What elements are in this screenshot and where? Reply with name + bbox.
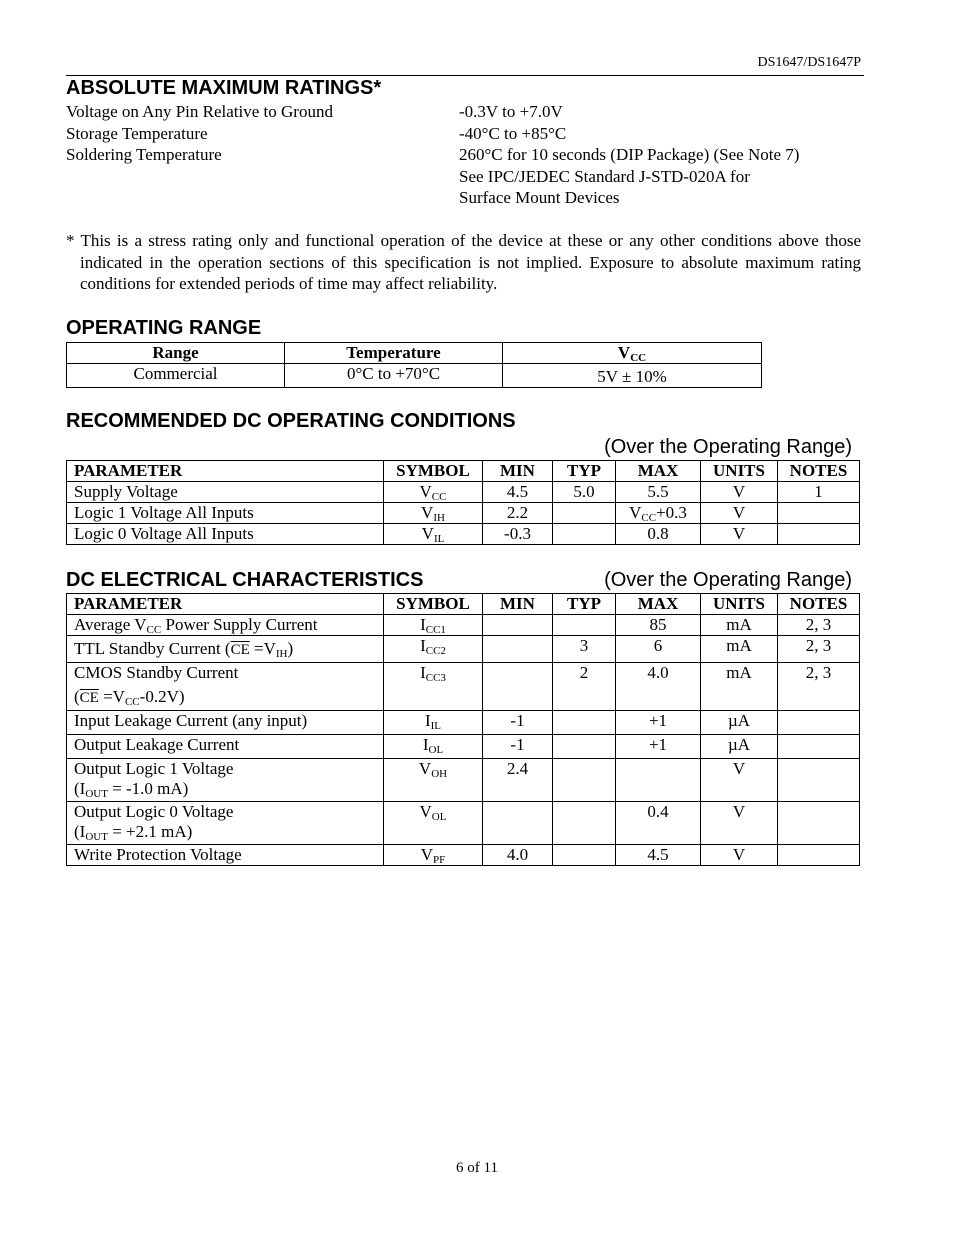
cell-parameter: Input Leakage Current (any input) [67, 711, 384, 735]
col-header-max: MAX [616, 461, 701, 482]
cell-notes [778, 735, 860, 759]
param-sub: CC [124, 696, 140, 708]
vcc-main: V [617, 343, 631, 362]
cell-min: 4.0 [483, 845, 553, 866]
param-text: = +2.1 mA) [107, 822, 193, 841]
cell-parameter: Output Leakage Current [67, 735, 384, 759]
cell-notes [778, 759, 860, 802]
param-sub: IH [275, 648, 288, 660]
cell-parameter [67, 663, 384, 711]
table-row [67, 663, 860, 711]
max-sub: CC [641, 512, 657, 524]
cell-typ: 3 [553, 636, 616, 663]
param-text: Average V [74, 615, 147, 634]
symbol-sub: OH [431, 768, 448, 780]
col-header-range: Range [67, 343, 285, 364]
cell-parameter [67, 759, 384, 802]
ce-overline: $\overline{CE}$ [79, 690, 99, 706]
abs-max-value: -0.3V to +7.0V [459, 102, 563, 121]
symbol-sub: OL [431, 811, 447, 823]
param-text: ) [287, 639, 294, 658]
col-header-typ: TYP [553, 461, 616, 482]
table-row [67, 615, 860, 636]
symbol-sub: IH [433, 512, 445, 524]
cell-units: V [701, 503, 778, 524]
abs-max-list [66, 101, 799, 209]
col-header-notes: NOTES [778, 594, 860, 615]
table-row [67, 735, 860, 759]
param-text: CMOS Standby Current [74, 663, 239, 682]
param-text: Output Logic 1 Voltage [74, 759, 234, 778]
col-header-min: MIN [483, 594, 553, 615]
abs-max-value: 260°C for 10 seconds (DIP Package) (See Note 7) [459, 145, 800, 164]
dc-elec-title: DC ELECTRICAL CHARACTERISTICS [66, 569, 424, 591]
cell-min: 4.5 [483, 482, 553, 503]
page-number: 6 of 11 [456, 1160, 498, 1176]
abs-max-label [66, 187, 459, 209]
cell-notes [778, 524, 860, 545]
cell-units: mA [701, 663, 778, 711]
cell-typ [553, 524, 616, 545]
col-header-vcc [503, 343, 762, 364]
cell-typ: 5.0 [553, 482, 616, 503]
rec-dc-title: RECOMMENDED DC OPERATING CONDITIONS [66, 410, 516, 432]
cell-min: 2.2 [483, 503, 553, 524]
rec-dc-subtitle: (Over the Operating Range) [604, 436, 852, 458]
cell-typ [553, 759, 616, 802]
col-header-parameter: PARAMETER [67, 594, 384, 615]
param-sub: CC [146, 624, 162, 636]
col-header-symbol: SYMBOL [384, 461, 483, 482]
cell-typ [553, 615, 616, 636]
rec-dc-table [66, 460, 860, 545]
cell-max: +1 [616, 711, 701, 735]
cell-symbol [384, 615, 483, 636]
cell-vcc: 5V ± 10% [503, 364, 762, 388]
symbol-main: I [422, 735, 429, 754]
cell-units: µA [701, 735, 778, 759]
cell-min: -1 [483, 711, 553, 735]
cell-parameter: Logic 1 Voltage All Inputs [67, 503, 384, 524]
cell-symbol [384, 759, 483, 802]
cell-symbol [384, 636, 483, 663]
cell-max [616, 503, 701, 524]
cell-min [483, 802, 553, 845]
vcc-sub: CC [630, 352, 647, 364]
table-header-row [67, 343, 762, 364]
cell-typ [553, 735, 616, 759]
cell-notes: 2, 3 [778, 615, 860, 636]
cell-symbol [384, 482, 483, 503]
symbol-main: I [420, 636, 426, 655]
table-row [67, 802, 860, 845]
cell-units: µA [701, 711, 778, 735]
cell-typ: 2 [553, 663, 616, 711]
col-header-units: UNITS [701, 461, 778, 482]
abs-max-row [66, 123, 799, 145]
dc-elec-subtitle: (Over the Operating Range) [604, 569, 852, 591]
cell-min: -0.3 [483, 524, 553, 545]
symbol-sub: CC3 [425, 672, 446, 684]
symbol-main: V [420, 845, 434, 864]
table-header-row [67, 594, 860, 615]
table-row [67, 759, 860, 802]
cell-parameter [67, 615, 384, 636]
param-text: =V [98, 687, 125, 706]
symbol-main: V [421, 524, 434, 543]
cell-max: 5.5 [616, 482, 701, 503]
cell-min: -1 [483, 735, 553, 759]
stress-note [66, 230, 861, 295]
cell-units: V [701, 845, 778, 866]
abs-max-row [66, 144, 799, 166]
cell-symbol [384, 711, 483, 735]
param-sub: OUT [85, 788, 108, 800]
symbol-main: V [419, 802, 432, 821]
symbol-main: V [419, 482, 432, 501]
symbol-main: V [418, 759, 432, 778]
param-sub: OUT [85, 831, 108, 843]
table-row [67, 364, 762, 388]
cell-notes [778, 845, 860, 866]
cell-parameter [67, 636, 384, 663]
param-text: =V [249, 639, 276, 658]
symbol-sub: IL [430, 720, 442, 732]
cell-parameter: Supply Voltage [67, 482, 384, 503]
abs-max-row [66, 101, 799, 123]
symbol-main: I [420, 615, 426, 634]
cell-symbol [384, 503, 483, 524]
cell-notes: 1 [778, 482, 860, 503]
table-row [67, 636, 860, 663]
symbol-sub: CC2 [425, 645, 446, 657]
param-text: -0.2V) [139, 687, 185, 706]
cell-min [483, 636, 553, 663]
col-header-typ: TYP [553, 594, 616, 615]
cell-min: 2.4 [483, 759, 553, 802]
symbol-sub: PF [433, 854, 446, 866]
cell-temperature: 0°C to +70°C [285, 364, 503, 388]
cell-max: 6 [616, 636, 701, 663]
symbol-sub: CC1 [425, 624, 446, 636]
cell-typ [553, 711, 616, 735]
abs-max-value: -40°C to +85°C [459, 123, 567, 143]
cell-symbol [384, 663, 483, 711]
table-row [67, 503, 860, 524]
cell-parameter: Logic 0 Voltage All Inputs [67, 524, 384, 545]
cell-typ [553, 802, 616, 845]
cell-max: +1 [616, 735, 701, 759]
cell-units: mA [701, 636, 778, 663]
cell-notes: 2, 3 [778, 663, 860, 711]
table-row [67, 711, 860, 735]
cell-min [483, 663, 553, 711]
table-row [67, 845, 860, 866]
param-text: ( [74, 687, 80, 706]
symbol-main: I [420, 663, 426, 682]
symbol-main: I [424, 711, 431, 730]
abs-max-label: Storage Temperature [66, 123, 208, 143]
cell-range: Commercial [67, 364, 285, 388]
max-main: V [629, 503, 642, 522]
symbol-sub: OL [428, 744, 444, 756]
cell-symbol [384, 735, 483, 759]
cell-min [483, 615, 553, 636]
col-header-units: UNITS [701, 594, 778, 615]
cell-symbol [384, 802, 483, 845]
cell-typ [553, 845, 616, 866]
abs-max-label: Soldering Temperature [66, 145, 222, 164]
symbol-main: V [421, 503, 434, 522]
cell-units: V [701, 524, 778, 545]
cell-max: 4.0 [616, 663, 701, 711]
cell-typ [553, 503, 616, 524]
cell-max: 0.4 [616, 802, 701, 845]
param-text: TTL Standby Current ( [74, 639, 231, 658]
op-range-table [66, 342, 762, 388]
abs-max-value: Surface Mount Devices [459, 188, 620, 207]
cell-notes [778, 802, 860, 845]
cell-parameter: Write Protection Voltage [67, 845, 384, 866]
col-header-symbol: SYMBOL [384, 594, 483, 615]
max-tail: +0.3 [656, 503, 687, 522]
table-row [67, 482, 860, 503]
abs-max-label: Voltage on Any Pin Relative to Ground [66, 102, 333, 121]
abs-max-value: See IPC/JEDEC Standard J-STD-020A for [459, 166, 750, 186]
cell-units: V [701, 482, 778, 503]
param-text: Power Supply Current [161, 615, 318, 634]
ce-overline: $\overline{CE}$ [230, 642, 250, 658]
param-text: (I [74, 822, 86, 841]
cell-max [616, 759, 701, 802]
cell-notes: 2, 3 [778, 636, 860, 663]
cell-max: 85 [616, 615, 701, 636]
cell-notes [778, 711, 860, 735]
op-range-title: OPERATING RANGE [66, 317, 262, 339]
cell-symbol [384, 524, 483, 545]
cell-notes [778, 503, 860, 524]
stress-note-text: * This is a stress rating only and functional operation of the device at these or any other conditions above those indicated in the operation sections of this specification is not implied. Exposure to absolute maximum rating conditions for extended periods of time may affect reliability. [66, 231, 861, 293]
cell-symbol [384, 845, 483, 866]
document-id: DS1647/DS1647P [757, 55, 861, 70]
symbol-sub: CC [431, 491, 447, 503]
dc-elec-table [66, 593, 860, 866]
cell-units: V [701, 802, 778, 845]
param-text: Output Logic 0 Voltage [74, 802, 234, 821]
symbol-sub: IL [433, 533, 445, 545]
cell-parameter [67, 802, 384, 845]
abs-max-row [66, 187, 799, 209]
param-text: (I [74, 779, 86, 798]
abs-max-title: ABSOLUTE MAXIMUM RATINGS* [66, 77, 382, 99]
param-text: = -1.0 mA) [107, 779, 189, 798]
col-header-notes: NOTES [778, 461, 860, 482]
abs-max-label [66, 166, 459, 188]
abs-max-row [66, 166, 799, 188]
col-header-parameter: PARAMETER [67, 461, 384, 482]
col-header-max: MAX [616, 594, 701, 615]
col-header-temperature: Temperature [285, 343, 503, 364]
cell-max: 0.8 [616, 524, 701, 545]
cell-units: mA [701, 615, 778, 636]
cell-units: V [701, 759, 778, 802]
col-header-min: MIN [483, 461, 553, 482]
cell-max: 4.5 [616, 845, 701, 866]
table-header-row [67, 461, 860, 482]
table-row [67, 524, 860, 545]
header-rule [66, 75, 864, 76]
